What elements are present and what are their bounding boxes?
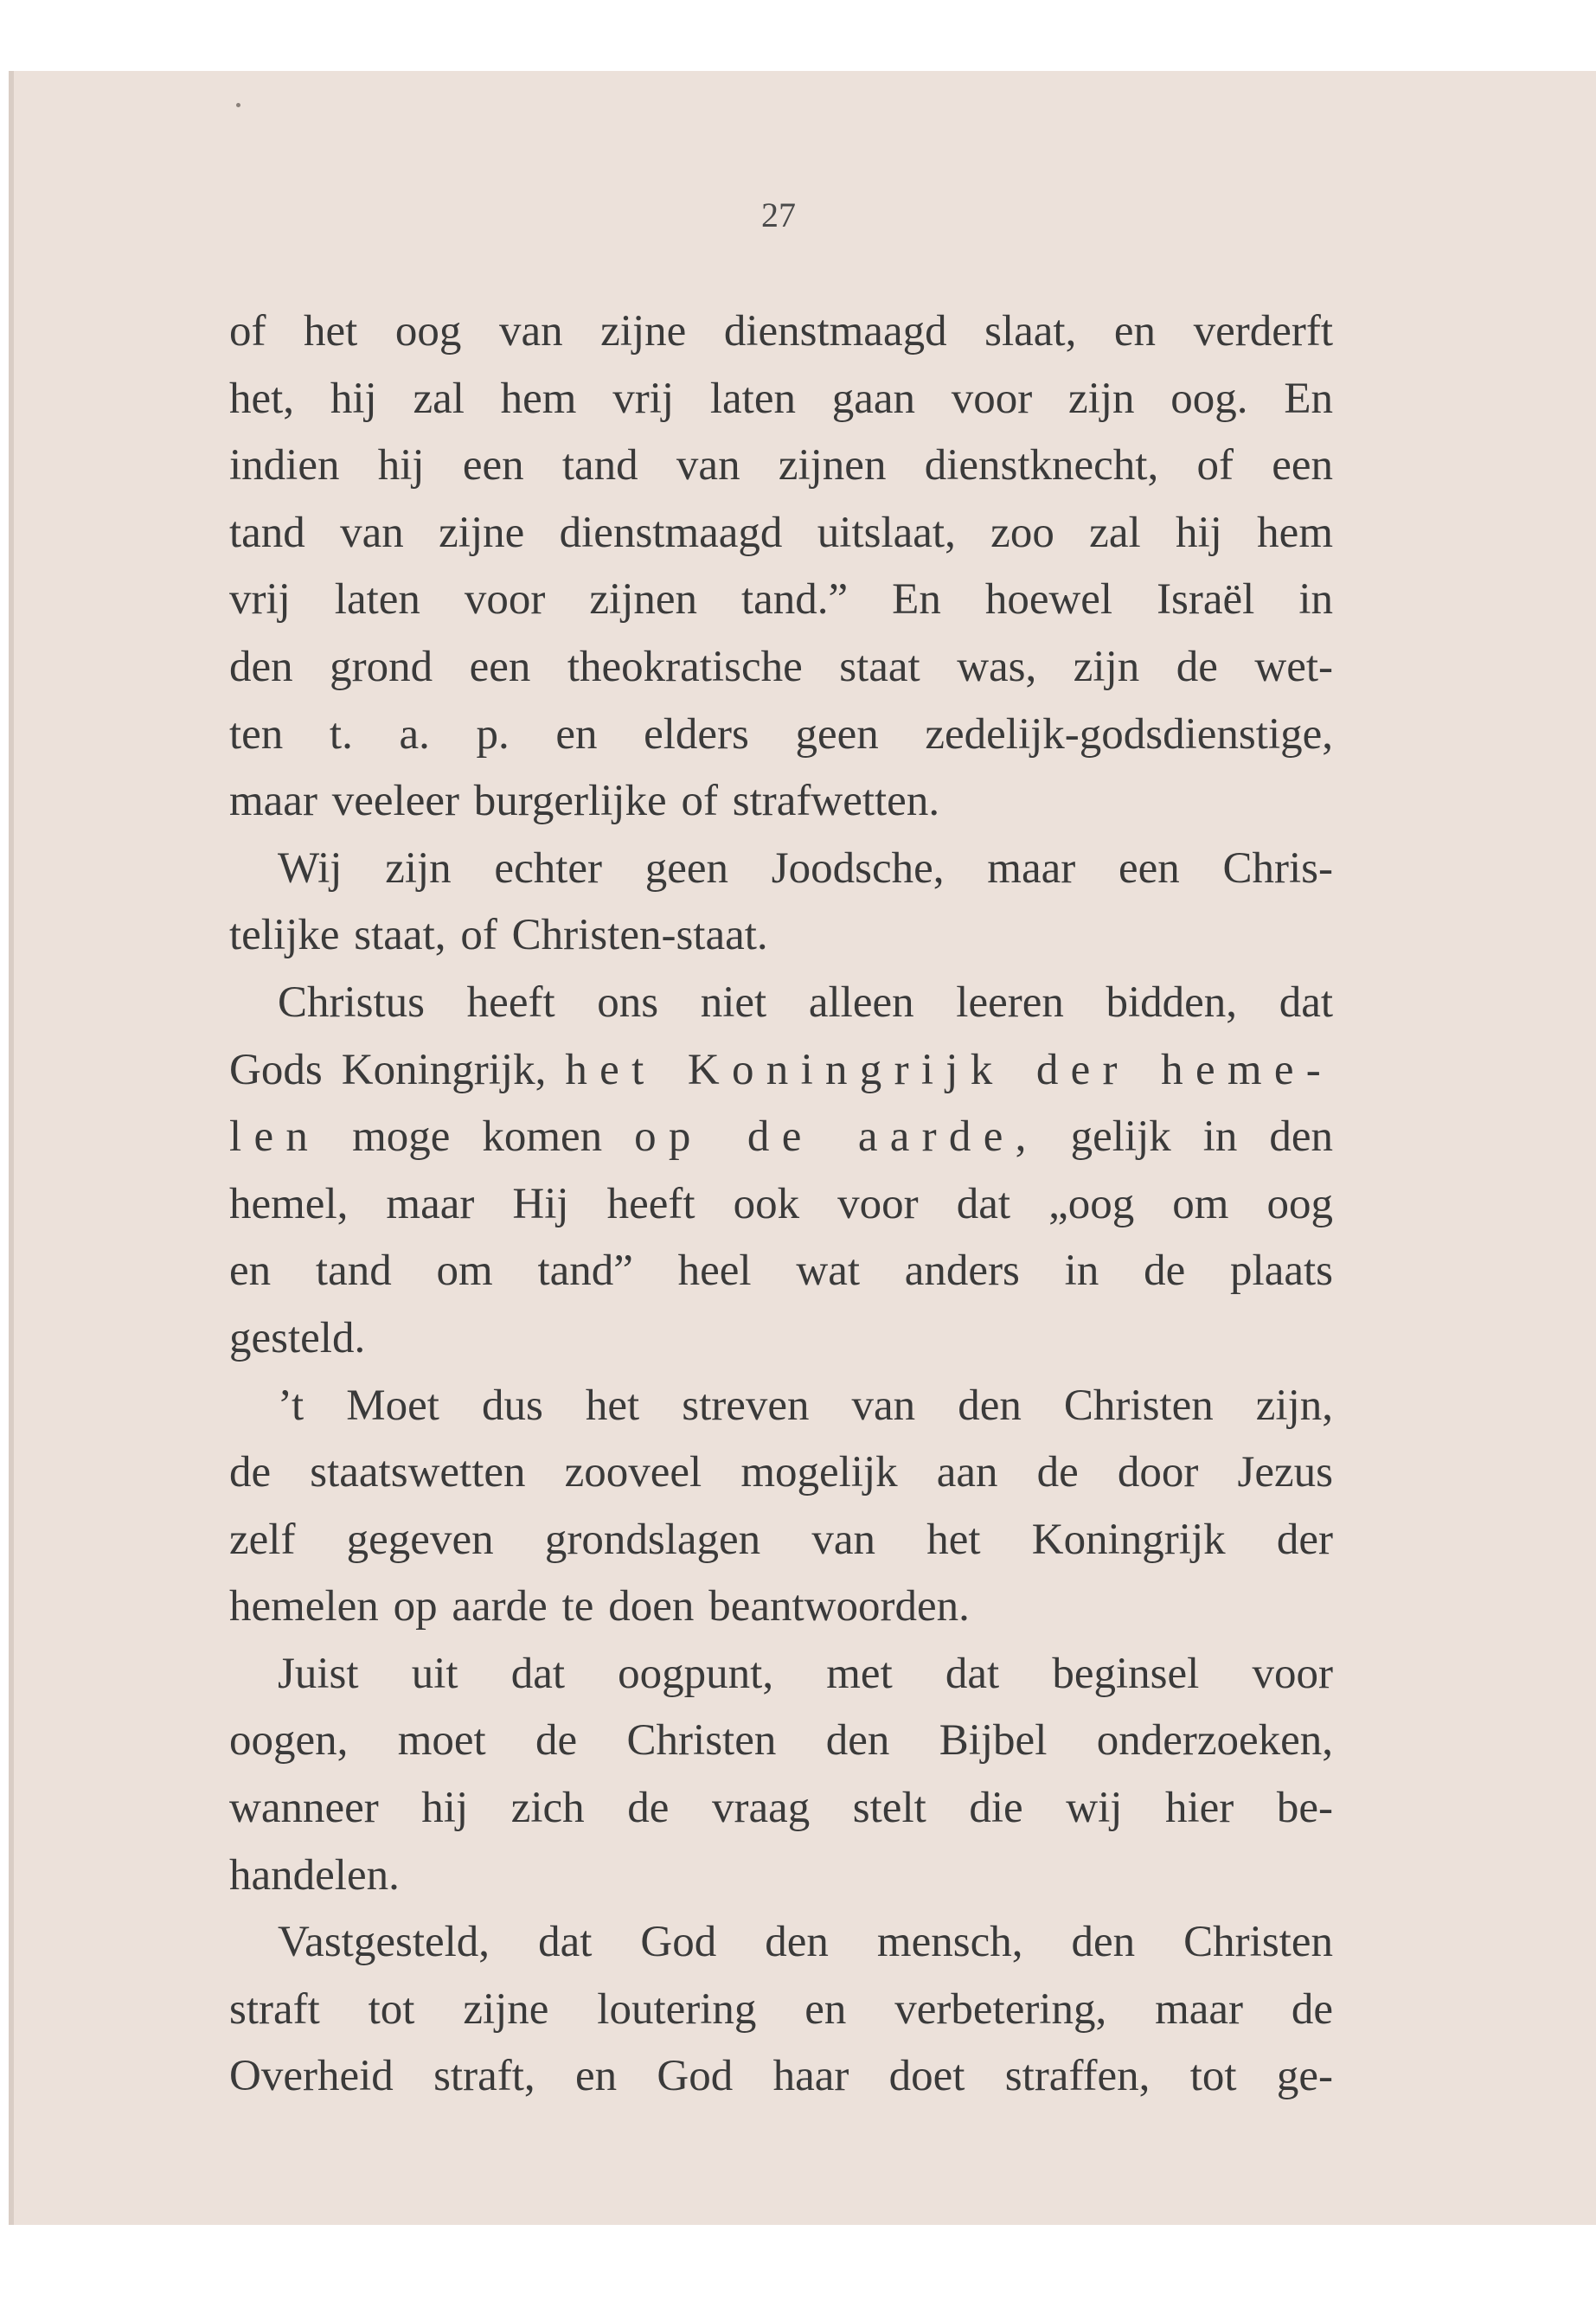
text-line [229, 1037, 1333, 1105]
text-line: de staatswetten zooveel mogelijk aan de door Jezus [229, 1448, 1333, 1497]
text-line: zelf gegeven grondslagen van het Koningrijk der [229, 1515, 1333, 1564]
emphasized-text: len [229, 1112, 321, 1162]
text-line: ten t. a. p. en elders geen zedelijk-godsdienstige, [229, 709, 1333, 759]
text-line: den grond een theokratische staat was, zijn de wet- [229, 642, 1333, 691]
emphasized-text: het Koningrijk der heme- [565, 1045, 1333, 1094]
text-line: maar veeleer burgerlijke of strafwetten. [229, 777, 940, 826]
text-line: oogen, moet de Christen den Bijbel onderzoeken, [229, 1716, 1333, 1766]
text-segment: Gods Koningrijk, [229, 1045, 547, 1094]
text-line: Overheid straft, en God haar doet straffen, tot ge- [229, 2052, 1333, 2101]
text-line: telijke staat, of Christen-staat. [229, 911, 768, 960]
text-line: Wij zijn echter geen Joodsche, maar een Chris- [278, 843, 1333, 893]
text-line [229, 1104, 1333, 1171]
text-line: indien hij een tand van zijnen dienstknecht, of een [229, 441, 1333, 490]
text-line: wanneer hij zich de vraag stelt die wij hier be- [229, 1784, 1333, 1833]
text-segment: gelijk in den [1070, 1112, 1333, 1162]
text-line: hemel, maar Hij heeft ook voor dat „oog om oog [229, 1179, 1333, 1228]
text-line: vrij laten voor zijnen tand.” En hoewel Israël in [229, 575, 1333, 625]
text-line: het, hij zal hem vrij laten gaan voor zijn oog. En [229, 374, 1333, 423]
text-line: gesteld. [229, 1313, 366, 1362]
ink-speck [236, 103, 240, 107]
text-line: of het oog van zijne dienstmaagd slaat, en verderft [229, 307, 1333, 356]
text-line: hemelen op aarde te doen beantwoorden. [229, 1582, 970, 1631]
text-line: Vastgesteld, dat God den mensch, den Christen [278, 1918, 1333, 1967]
text-line: handelen. [229, 1850, 400, 1900]
text-line: straft tot zijne loutering en verbetering, maar de [229, 1984, 1333, 2034]
text-segment: moge komen [352, 1112, 603, 1162]
text-line: en tand om tand” heel wat anders in de plaats [229, 1247, 1333, 1296]
page-edge [9, 71, 14, 2225]
page-number: 27 [761, 195, 796, 234]
text-line: ’t Moet dus het streven van den Christen zijn, [278, 1381, 1333, 1430]
text-line: Christus heeft ons niet alleen leeren bidden, dat [278, 977, 1333, 1027]
text-line: tand van zijne dienstmaagd uitslaat, zoo zal hij hem [229, 508, 1333, 557]
body-text [229, 298, 1333, 2111]
text-line: Juist uit dat oogpunt, met dat beginsel voor [278, 1649, 1333, 1698]
emphasized-text: op de aarde, [634, 1112, 1039, 1162]
